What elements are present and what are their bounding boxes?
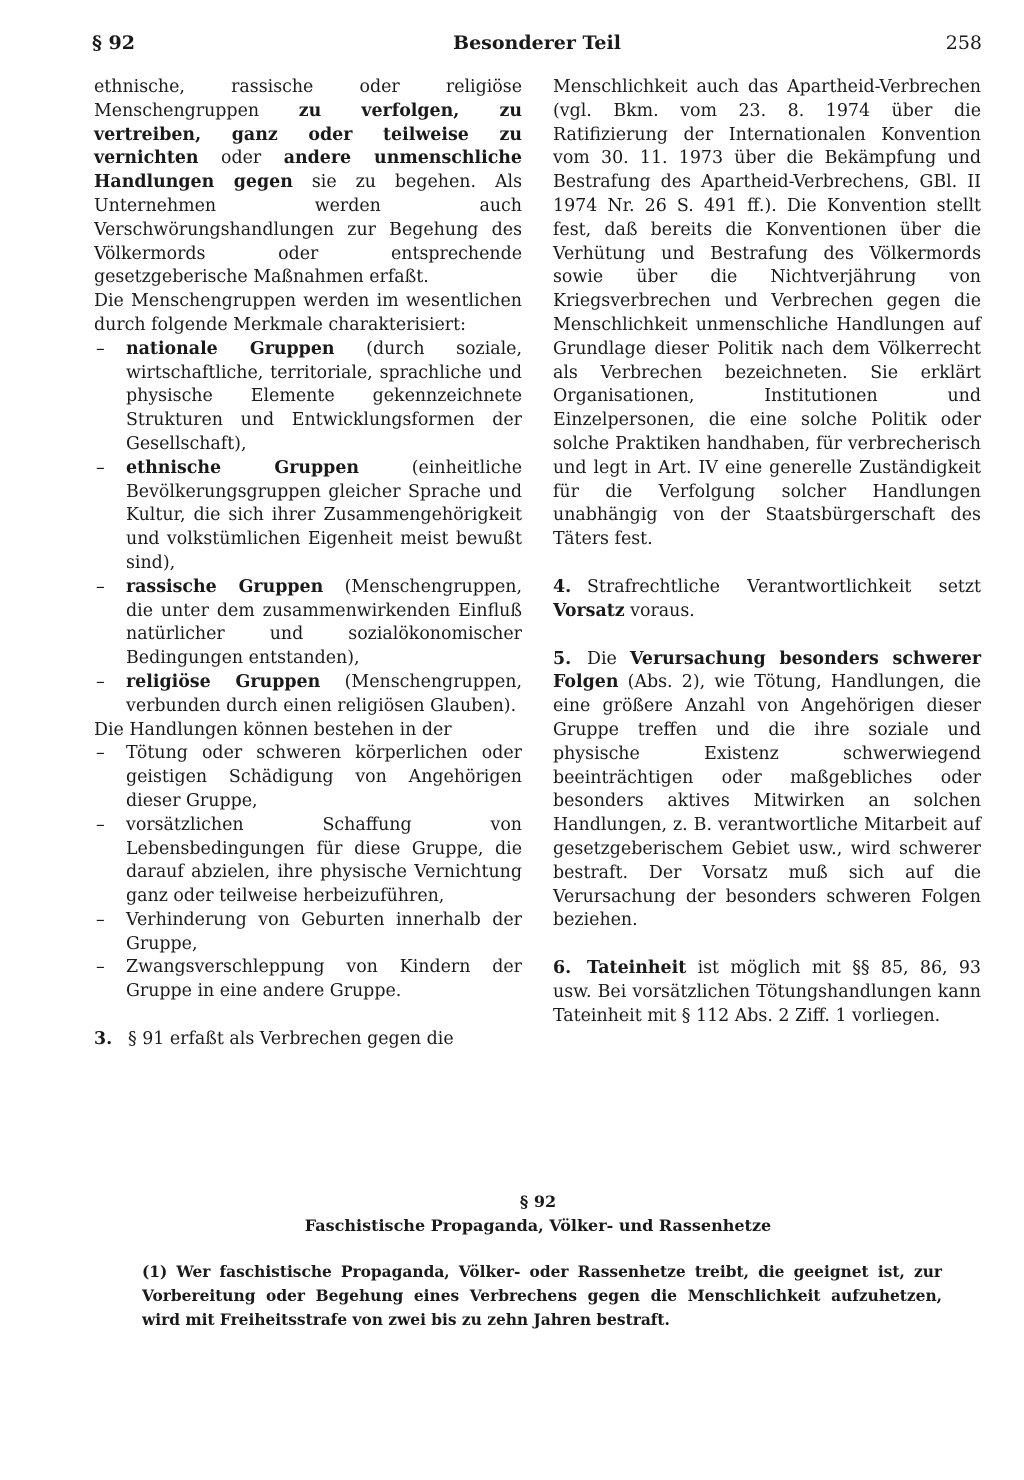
text-run: § 91 erfaßt als Verbrechen gegen die xyxy=(128,1029,454,1050)
paragraph-5 xyxy=(553,648,981,934)
list-item-group xyxy=(94,671,522,719)
left-column xyxy=(94,76,522,1052)
bold-run: Vorsatz xyxy=(553,600,625,621)
list-item-act: – Tötung oder schweren körperlichen oder geistigen Schädigung von Angehörigen dieser Gruppe, xyxy=(94,742,522,813)
text-run: Strafrechtliche Verantwortlichkeit setzt xyxy=(587,576,981,597)
text-run: ist möglich mit §§ 85, 86, 93 usw. Bei vorsätzlichen Tötungshandlungen kann Tateinheit mit § 112 Abs. 2 Ziff. 1 vorliegen. xyxy=(553,958,981,1026)
list-item-act: – vorsätzlichen Schaffung von Lebensbedingungen für diese Gruppe, die darauf abzielen, ihre physische Vernichtung ganz oder teilweise herbeizuführen, xyxy=(94,814,522,909)
bold-run: Verursachung besonders schwerer Folgen xyxy=(553,648,981,693)
section-number: § 92 xyxy=(519,1192,557,1211)
paragraph-number: 6. xyxy=(553,958,572,979)
paragraph-number: 3. xyxy=(94,1029,113,1050)
text-run: ethnische, rassische oder religiöse Menschengruppen xyxy=(94,77,522,121)
section-heading xyxy=(94,1190,982,1238)
text-run: oder xyxy=(198,148,284,169)
paragraph-number: 4. xyxy=(553,576,572,597)
paragraph-6 xyxy=(553,957,981,1028)
bold-run: zu verfolgen, zu vertreiben, ganz oder teilweise zu vernichten xyxy=(94,100,523,169)
page-number: 258 xyxy=(945,32,982,54)
text-run: voraus. xyxy=(624,600,695,621)
bold-run: Tateinheit xyxy=(587,958,687,979)
paragraph-4 xyxy=(553,576,981,624)
text-run: Die xyxy=(587,648,630,669)
list-item-group xyxy=(94,576,522,671)
text-run: (einheitliche Bevölkerungsgruppen gleicher Sprache und Kultur, die sich ihrer Zusammengehörigkeit und volkstümlichen Eigenheit meist bewußt sind), xyxy=(126,457,522,573)
paragraph-number: 5. xyxy=(553,648,572,669)
bold-run: andere unmenschliche Handlungen gegen xyxy=(94,148,522,193)
bold-run: ethnische Gruppen xyxy=(126,457,360,478)
page-header xyxy=(92,28,982,60)
text-run: (durch soziale, wirtschaftliche, territoriale, sprachliche und physische Elemente gekennzeichnete Strukturen und Entwicklungsformen der Gesellschaft), xyxy=(126,338,523,454)
paragraph-3 xyxy=(94,1028,522,1052)
bold-run: nationale Gruppen xyxy=(126,338,335,359)
list-item-group xyxy=(94,338,522,457)
list-item-act: – Zwangsverschleppung von Kindern der Gruppe in eine andere Gruppe. xyxy=(94,956,522,1004)
header-title: Besonderer Teil xyxy=(453,32,621,54)
paragraph-intro xyxy=(94,76,522,290)
bold-run: rassische Gruppen xyxy=(126,576,324,597)
paragraph-acts-intro: Die Handlungen können bestehen in der xyxy=(94,719,452,740)
list-item-group xyxy=(94,457,522,576)
paragraph-groups-intro: Die Menschengruppen werden im wesentlichen durch folgende Merkmale charakterisiert: xyxy=(94,291,522,335)
section-title: Faschistische Propaganda, Völker- und Rassenhetze xyxy=(304,1216,772,1235)
header-section: § 92 xyxy=(92,32,135,54)
text-run: (Abs. 2), wie Tötung, Handlungen, die eine größere Anzahl von Angehörigen dieser Gruppe treffen und die ihre soziale und physische Existenz schwerwiegend beeinträchtigen oder maßgebliches oder besonders aktives Mitwirken an solchen Handlungen, z. B. verantwortliche Mitarbeit auf gesetzgeberischem Gebiet usw., wird schwerer bestraft. Der Vorsatz muß sich auf die Verursachung der besonders schweren Folgen beziehen. xyxy=(553,672,981,931)
bold-run: religiöse Gruppen xyxy=(126,671,321,692)
list-item-act: – Verhinderung von Geburten innerhalb der Gruppe, xyxy=(94,909,522,957)
paragraph-apartheid: Menschlichkeit auch das Apartheid-Verbrechen (vgl. Bkm. vom 23. 8. 1974 über die Ratifizierung der Internationalen Konvention vom 30. 11. 1973 über die Bekämpfung und Bestrafung des Apartheid-Verbrechens, GBl. II 1974 Nr. 26 S. 491 ff.). Die Konvention stellt fest, daß bereits die Konventionen über die Verhütung und Bestrafung des Völkermords sowie über die Nichtverjährung von Kriegsverbrechen und Verbrechen gegen die Menschlichkeit unmenschliche Handlungen auf Grundlage dieser Politik nach dem Völkerrecht als Verbrechen bezeichneten. Sie erklärt Organisationen, Institutionen und Einzelpersonen, die eine solche Politik oder solche Praktiken handhaben, für verbrecherisch und legt in Art. IV eine generelle Zuständigkeit für die Verfolgung solcher Handlungen unabhängig von der Staatsbürgerschaft des Täters fest. xyxy=(553,77,981,550)
text-run: (Menschengruppen, verbunden durch einen religiösen Glauben). xyxy=(126,671,522,716)
right-column xyxy=(553,76,981,1028)
text-run: sie zu begehen. Als Unternehmen werden auch Verschwörungshandlungen zur Begehung des Völkermords oder entsprechende gesetzgeberische Maßnahmen erfaßt. xyxy=(94,172,522,288)
text-run: (Menschengruppen, die unter dem zusammenwirkenden Einfluß natürlicher und sozialökonomischer Bedingungen entstanden), xyxy=(126,576,523,669)
statute-text: (1) Wer faschistische Propaganda, Völker- oder Rassenhetze treibt, die geeignet ist, zur Vorbereitung oder Begehung eines Verbrechens gegen die Menschlichkeit aufzuhetzen, wird mit Freiheitsstrafe von zwei bis zu zehn Jahren bestraft. xyxy=(142,1263,942,1329)
